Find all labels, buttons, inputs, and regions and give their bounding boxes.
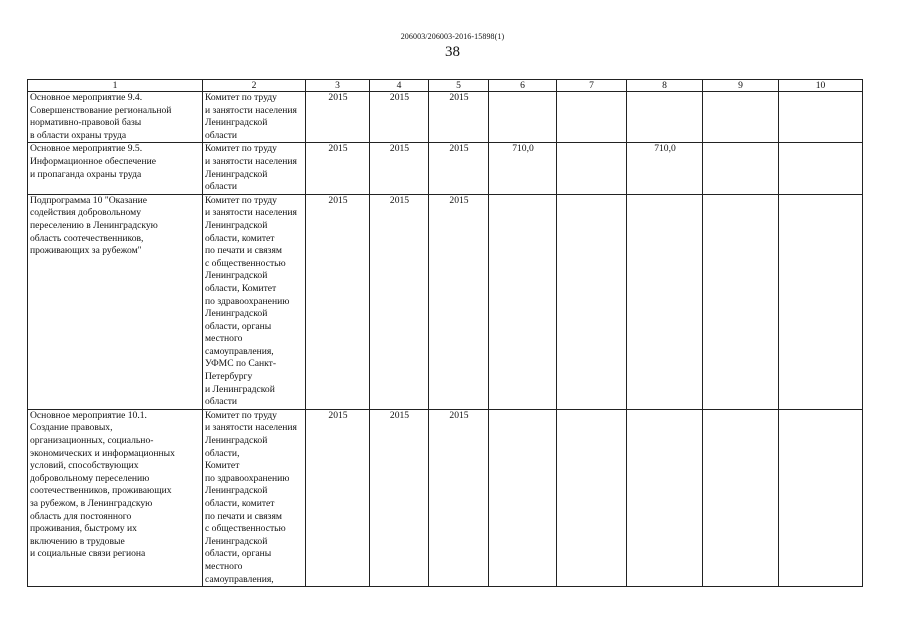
- column-header: 4: [370, 80, 429, 92]
- table-row: [28, 92, 863, 143]
- column-header: 10: [779, 80, 863, 92]
- value-cell: [557, 143, 627, 194]
- value-cell: 2015: [370, 194, 429, 409]
- value-cell: [703, 143, 779, 194]
- value-cell: [557, 92, 627, 143]
- column-header: 2: [203, 80, 306, 92]
- table-row: [28, 409, 863, 586]
- executor-cell: Комитет по труду и занятости населения Ленинградской области: [203, 92, 306, 143]
- measure-cell: Основное мероприятие 9.4. Совершенствование региональной нормативно-правовой базы в области охраны труда: [28, 92, 203, 143]
- document-id: 206003/206003-2016-15898(1): [400, 32, 505, 41]
- value-cell: 2015: [306, 194, 370, 409]
- table-header-row: [28, 80, 863, 92]
- column-header: 1: [28, 80, 203, 92]
- value-cell: [627, 92, 703, 143]
- table-row: [28, 194, 863, 409]
- value-cell: [703, 92, 779, 143]
- table-row: [28, 143, 863, 194]
- value-cell: [489, 194, 557, 409]
- value-cell: 2015: [306, 92, 370, 143]
- value-cell: 2015: [306, 143, 370, 194]
- value-cell: [703, 194, 779, 409]
- column-header: 5: [429, 80, 489, 92]
- value-cell: 2015: [306, 409, 370, 586]
- value-cell: [779, 194, 863, 409]
- value-cell: [779, 143, 863, 194]
- measure-cell: Основное мероприятие 9.5. Информационное обеспечение и пропаганда охраны труда: [28, 143, 203, 194]
- value-cell: 710,0: [489, 143, 557, 194]
- executor-cell: Комитет по труду и занятости населения Ленинградской области, комитет по печати и связям с общественностью Ленинградской области, Комитет по здравоохранению Ленинградской области, органы местного самоуправления, УФМС по Санкт- Петербургу и Ленинградской области: [203, 194, 306, 409]
- column-header: 6: [489, 80, 557, 92]
- value-cell: [489, 409, 557, 586]
- value-cell: [703, 409, 779, 586]
- value-cell: [779, 409, 863, 586]
- program-table: [27, 79, 863, 587]
- column-header: 8: [627, 80, 703, 92]
- column-header: 3: [306, 80, 370, 92]
- value-cell: 2015: [429, 409, 489, 586]
- value-cell: [489, 92, 557, 143]
- value-cell: [779, 92, 863, 143]
- value-cell: 2015: [370, 92, 429, 143]
- measure-cell: Основное мероприятие 10.1. Создание правовых, организационных, социально- экономических и информационных условий, способствующих добровольному переселению соотечественников, проживающих за рубежом, в Ленинградскую область для постоянного проживания, быстрому их включению в трудовые и социальные связи региона: [28, 409, 203, 586]
- measure-cell: Подпрограмма 10 "Оказание содействия добровольному переселению в Ленинградскую область соотечественников, проживающих за рубежом": [28, 194, 203, 409]
- value-cell: [627, 194, 703, 409]
- column-header: 9: [703, 80, 779, 92]
- value-cell: 2015: [429, 92, 489, 143]
- value-cell: [627, 409, 703, 586]
- column-header: 7: [557, 80, 627, 92]
- value-cell: [557, 194, 627, 409]
- value-cell: [557, 409, 627, 586]
- value-cell: 2015: [370, 409, 429, 586]
- value-cell: 2015: [429, 143, 489, 194]
- value-cell: 2015: [370, 143, 429, 194]
- value-cell: 2015: [429, 194, 489, 409]
- executor-cell: Комитет по труду и занятости населения Ленинградской области: [203, 143, 306, 194]
- executor-cell: Комитет по труду и занятости населения Ленинградской области, Комитет по здравоохранению Ленинградской области, комитет по печати и связям с общественностью Ленинградской области, органы местного самоуправления,: [203, 409, 306, 586]
- page-number: 38: [445, 44, 460, 60]
- value-cell: 710,0: [627, 143, 703, 194]
